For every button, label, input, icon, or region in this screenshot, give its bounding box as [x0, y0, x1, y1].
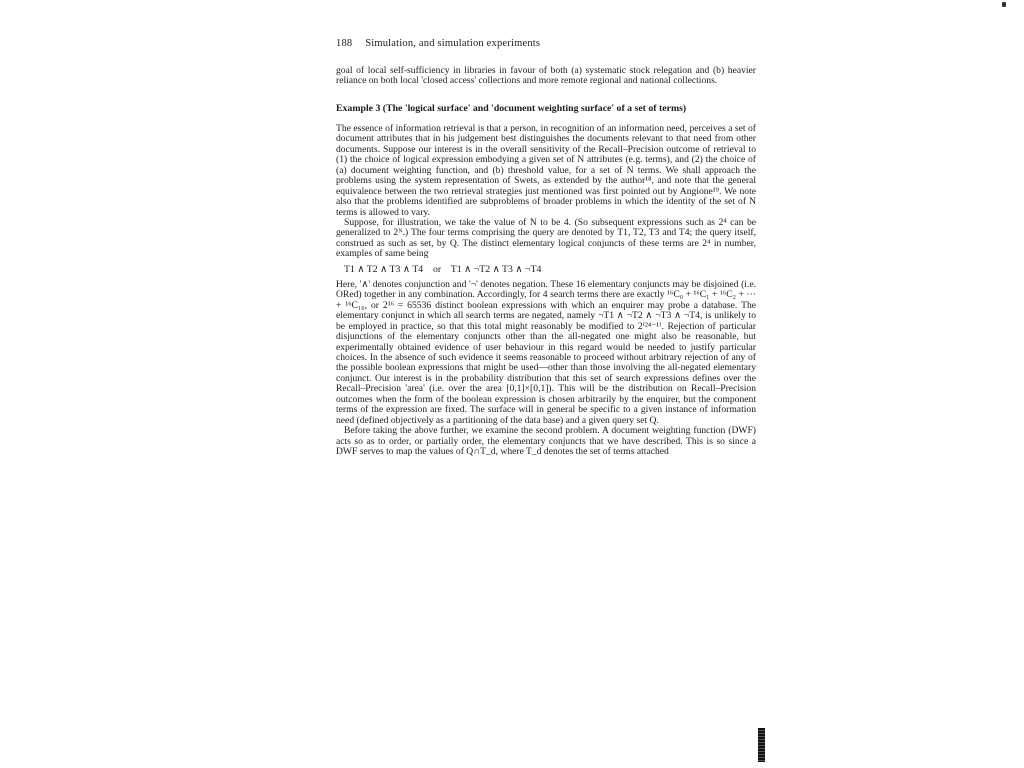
section-heading: Example 3 (The 'logical surface' and 'document weighting surface' of a set of terms) [336, 102, 687, 114]
running-head-title: Simulation, and simulation experiments [365, 38, 541, 49]
formula: T1 ∧ T2 ∧ T3 ∧ T4 or T1 ∧ ¬T2 ∧ T3 ∧ ¬T4 [344, 263, 542, 275]
body-text [336, 66, 756, 458]
page-number: 188 [336, 38, 353, 49]
lead-paragraph: goal of local self-sufficiency in libraries in favour of both (a) systematic stock relegation and (b) heavier reliance on both local 'closed access' collections and more remote regional and national collections. [336, 65, 756, 87]
paragraph: Suppose, for illustration, we take the value of N to be 4. (So subsequent expressions such as 2⁴ can be generalized to 2ᴺ.) The four terms comprising the query are denoted by T1, T2, T3 and T4; the query itself, construed as such as set, by Q. The distinct elementary logical conjuncts of these terms are 2⁴ in number, examples of same being [336, 216, 756, 260]
paragraph: Before taking the above further, we examine the second problem. A document weighting function (DWF) acts so as to order, or partially order, the elementary conjuncts that we have described. This is so since a DWF serves to map the values of Q∩T_d, where T_d denotes the set of terms attached [336, 425, 756, 458]
document-page [336, 36, 756, 764]
running-head [336, 36, 756, 52]
paragraph: Here, '∧' denotes conjunction and '¬' denotes negation. These 16 elementary conjuncts may be disjoined (i.e. ORed) together in any combination. Accordingly, for 4 search terms there are exactly ¹⁶C₀ + ¹⁶C₁ + ¹⁶C₂ + ··· + ¹⁶C₁₆, or 2¹⁶ = 65536 distinct boolean expressions with which an enquirer may probe a database. The elementary conjunct in which all search terms are negated, namely ¬T1 ∧ ¬T2 ∧ ¬T3 ∧ ¬T4, is unlikely to be employed in practice, so that this total might reasonably be modified to 2⁽²⁴⁻¹⁾. Rejection of particular disjunctions of the elementary conjuncts other than the all-negated one might also be reasonable, but experimentally obtained evidence of user behaviour in this regard would be needed to justify particular choices. In the absence of such evidence it seems reasonable to proceed without arbitrary rejection of any of the possible boolean expressions that might be used—other than those involving the all-negated elementary conjunct. Our interest is in the probability distribution that this set of search expressions defines over the Recall–Precision 'area' (i.e. over the area [0,1]×[0,1]). This will be the distribution on Recall–Precision outcomes when the form of the boolean expression is chosen arbitrarily by the enquirer, but the component terms of the expression are fixed. The surface will in general be specific to a given instance of information need (defined objectively as a partitioning of the data base) and a given query set Q. [336, 278, 756, 426]
scan-mark [1002, 2, 1006, 7]
paragraph: The essence of information retrieval is that a person, in recognition of an information need, perceives a set of document attributes that in his judgement best distinguishes the documents relevant to that need from other documents. Suppose our interest is in the overall sensitivity of the Recall–Precision outcome of retrieval to (1) the choice of logical expression embodying a given set of N attributes (e.g. terms), and (2) the choice of (a) document weighting function, and (b) threshold value, for a set of N terms. We shall approach the problems using the system representation of Swets, as extended by the author¹⁸, and note that the general equivalence between the two retrieval strategies just mentioned was first pointed out by Angione¹⁹. We note also that the problems identified are subproblems of broader problems in which the identity of the set of N terms is allowed to vary. [336, 122, 756, 218]
scan-edge-mark [758, 728, 765, 762]
